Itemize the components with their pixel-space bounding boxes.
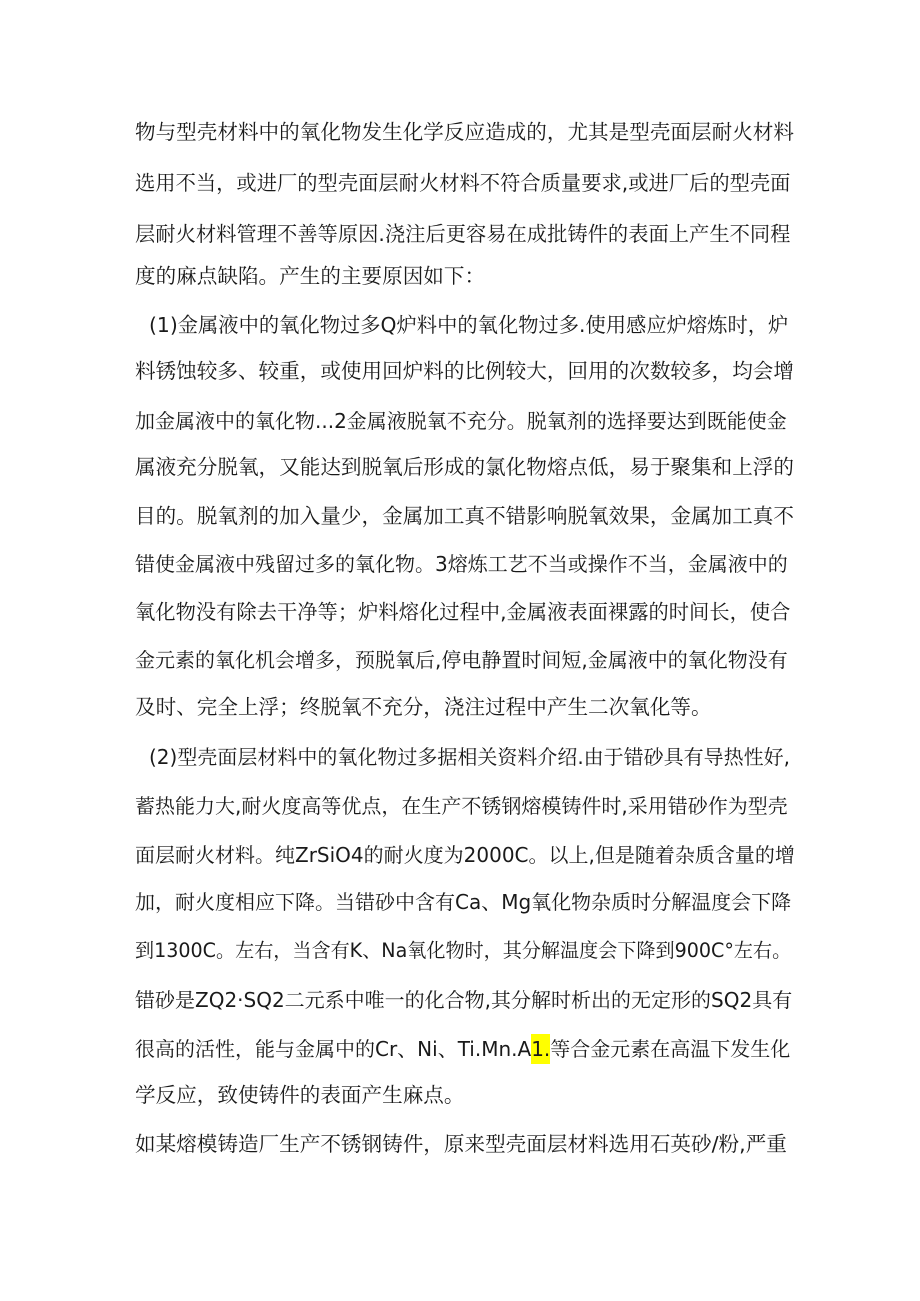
text-line-15: 蓄热能力大,耐火度高等优点，在生产不锈钢熔模铸件时,采用错砂作为型壳: [135, 794, 788, 818]
text-line-16: 面层耐火材料。纯ZrSiO4的耐火度为2000C。以上,但是随着杂质含量的增: [135, 843, 795, 867]
text-segment: 等合金元素在高温下发生化: [550, 1037, 791, 1061]
text-line-7: 加金属液中的氧化物...2金属液脱氧不充分。脱氧剂的选择要达到既能使金: [135, 409, 787, 433]
highlighted-text: 1.: [531, 1034, 550, 1064]
text-line-13: 及时、完全上浮；终脱氧不充分，浇注过程中产生二次氧化等。: [135, 695, 712, 719]
paragraph-1-line-1: (1)金属液中的氧化物过多Q炉料中的氧化物过多.使用感应炉熔炼时，炉: [149, 313, 789, 337]
paragraph-2-line-1: (2)型壳面层材料中的氧化物过多据相关资料介绍.由于错砂具有导热性好,: [149, 745, 791, 769]
text-line-21: 学反应，致使铸件的表面产生麻点。: [135, 1083, 465, 1107]
text-line-9: 目的。脱氧剂的加入量少，金属加工真不错影响脱氧效果，金属加工真不: [135, 504, 794, 528]
text-line-3: 层耐火材料管理不善等原因.浇注后更容易在成批铸件的表面上产生不同程: [135, 222, 791, 246]
text-line-19: 错砂是ZQ2·SQ2二元系中唯一的化合物,其分解时析出的无定形的SQ2具有: [135, 988, 793, 1012]
text-line-20: [135, 1034, 795, 1064]
text-line-18: 到1300C。左右，当含有K、Na氧化物时，其分解温度会下降到900C°左右。: [135, 939, 792, 962]
text-line-11: 氧化物没有除去干净等；炉料熔化过程中,金属液表面裸露的时间长，使合: [135, 600, 791, 624]
text-line-10: 错使金属液中残留过多的氧化物。3熔炼工艺不当或操作不当，金属液中的: [135, 552, 788, 576]
text-line-1: 物与型壳材料中的氧化物发生化学反应造成的，尤其是型壳面层耐火材料: [135, 120, 794, 144]
paragraph-3-line-1: 如某熔模铸造厂生产不锈钢铸件，原来型壳面层材料选用石英砂/粉,严重: [135, 1132, 787, 1156]
text-line-2: 选用不当，或进厂的型壳面层耐火材料不符合质量要求,或进厂后的型壳面: [135, 171, 791, 195]
text-line-8: 属液充分脱氧，又能达到脱氧后形成的氯化物熔点低，易于聚集和上浮的: [135, 455, 794, 479]
text-line-17: 加，耐火度相应下降。当错砂中含有Ca、Mg氧化物杂质时分解温度会下降: [135, 890, 792, 914]
text-segment: 很高的活性，能与金属中的Cr、Ni、Ti.Mn.A: [135, 1037, 532, 1061]
text-line-4: 度的麻点缺陷。产生的主要原因如下：: [135, 264, 486, 288]
text-line-6: 料锈蚀较多、较重，或使用回炉料的比例较大，回用的次数较多，均会增: [135, 359, 794, 383]
text-line-12: 金元素的氧化机会增多，预脱氧后,停电静置时间短,金属液中的氧化物没有: [135, 648, 788, 672]
